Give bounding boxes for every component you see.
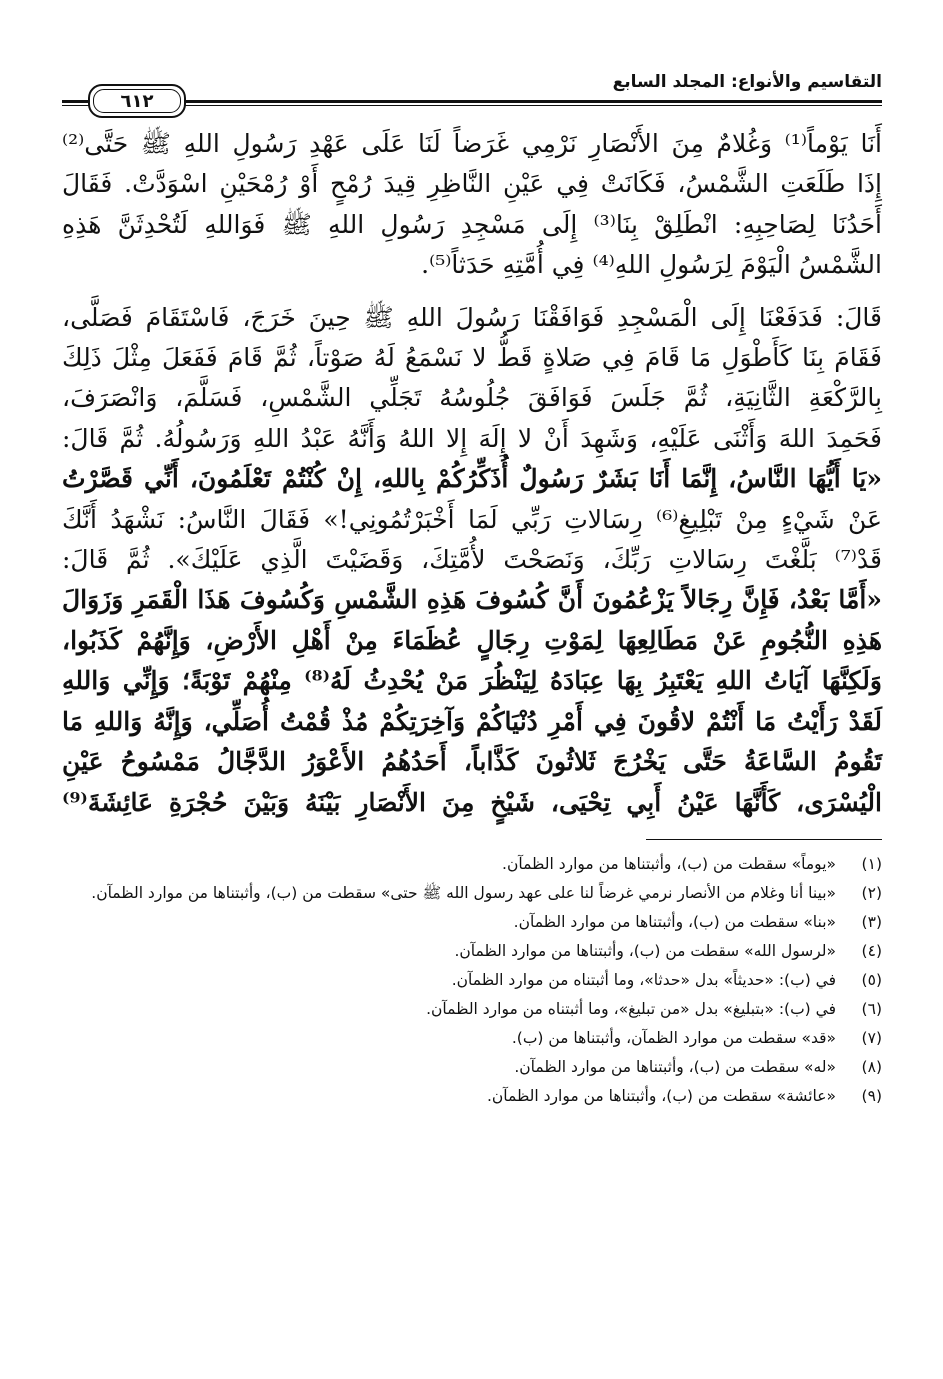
page-number-badge xyxy=(88,84,186,118)
footnote-text: «عائشة» سقطت من (ب)، وأثبتناها من موارد الظمآن. xyxy=(486,1086,836,1105)
footnote-text: في (ب): «حديثاً» بدل «حدثا»، وما أثبتناه من موارد الظمآن. xyxy=(451,970,836,989)
footnote xyxy=(62,995,882,1024)
page-header xyxy=(62,70,882,118)
footnote-number: (٥) xyxy=(861,970,882,989)
text-line: قَدْ⁽⁷⁾ بَلَّغْتَ رِسَالاتِ رَبِّكَ، وَنَصَحْتَ لأُمَّتِكَ، وَقَضَيْتَ الَّذِي عَلَيْكَ». ثُمَّ قَالَ: xyxy=(62,545,882,575)
footnote xyxy=(62,850,882,879)
footnote xyxy=(62,1024,882,1053)
text-line: عَنْ شَيْءٍ مِنْ تَبْلِيغِ⁽⁶⁾ رِسَالاتِ رَبِّي لَمَا أَخْبَرْتُمُونِي!» فَقَالَ النَّاسُ: نَشْهَدُ أَنَّكَ xyxy=(62,504,882,534)
footnote-text: «له» سقطت من (ب)، وأثبتناها من موارد الظمآن. xyxy=(514,1057,836,1076)
main-text xyxy=(62,124,882,823)
hadith-line: وَلَكِنَّهَا آيَاتُ اللهِ يَعْتَبِرُ بِهَا عِبَادَهُ لِيَنْظُرَ مَنْ يُحْدِثُ لَهُ⁽⁸⁾ مِنْهُمْ تَوْبَةً؛ وَإِنِّي وَاللهِ xyxy=(62,666,882,696)
footnote-number: (٢) xyxy=(861,883,882,902)
footnote xyxy=(62,937,882,966)
paragraph-1 xyxy=(62,124,882,286)
footnote-text: «قد» سقطت من موارد الظمآن، وأثبتناها من (ب). xyxy=(511,1028,836,1047)
paragraph-2 xyxy=(62,298,882,823)
footnote xyxy=(62,1082,882,1111)
footnote-number: (٣) xyxy=(861,912,882,931)
text-line: إِذَا طَلَعَتِ الشَّمْسُ، فَكَانَتْ فِي عَيْنِ النَّاظِرِ قِيدَ رُمْحٍ أَوْ رُمْحَيْنِ اسْوَدَّتْ. فَقَالَ xyxy=(62,169,882,199)
footnote xyxy=(62,1053,882,1082)
text-line: فَحَمِدَ اللهَ وَأَثْنَى عَلَيْهِ، وَشَهِدَ أَنْ لا إِلَهَ إِلا اللهُ وَأَنَّهُ عَبْدُ اللهِ وَرَسُولُهُ. ثُمَّ قَالَ: xyxy=(62,423,882,453)
footnote-text: «بينا أنا وغلام من الأنصار نرمي غرضاً لنا على عهد رسول الله ﷺ حتى» سقطت من (ب)، وأثبتناها من موارد الظمآن. xyxy=(91,883,836,902)
text-line: قَالَ: فَدَفَعْنَا إِلَى الْمَسْجِدِ فَوَافَقْنَا رَسُولَ اللهِ ﷺ حِينَ خَرَجَ، فَاسْتَقَامَ فَصَلَّى، xyxy=(62,302,882,332)
hadith-line: «يَا أَيُّهَا النَّاسُ، إِنَّمَا أَنَا بَشَرٌ رَسُولٌ أُذَكِّرُكُمْ بِاللهِ، إِنْ كُنْتُمْ تَعْلَمُونَ، أَنِّي قَصَّرْتُ xyxy=(62,464,882,494)
hadith-line: هَذِهِ النُّجُومِ عَنْ مَطَالِعِهَا لِمَوْتِ رِجَالٍ عُظَمَاءَ مِنْ أَهْلِ الأَرْضِ، وَإِنَّهُمْ كَذَبُوا، xyxy=(62,625,882,655)
footnote-number: (٦) xyxy=(861,999,882,1018)
hadith-line: تَقُومُ السَّاعَةُ حَتَّى يَخْرُجَ ثَلاثُونَ كَذَّاباً، أَحَدُهُمُ الأَعْوَرُ الدَّجَّالُ مَمْسُوحُ عَيْنِ xyxy=(62,747,882,777)
footnote-separator xyxy=(646,839,882,840)
text-line: الشَّمْسُ الْيَوْمَ لِرَسُولِ اللهِ⁽⁴⁾ فِي أُمَّتِهِ حَدَثاً⁽⁵⁾. xyxy=(421,250,882,280)
book-page xyxy=(62,70,882,1111)
footnote-number: (٩) xyxy=(861,1086,882,1105)
footnote-number: (٤) xyxy=(861,941,882,960)
text-line: أَحَدُنَا لِصَاحِبِهِ: انْطَلِقْ بِنَا⁽³⁾ إِلَى مَسْجِدِ رَسُولِ اللهِ ﷺ فَوَاللهِ لَتُحْدِثَنَّ هَذِهِ xyxy=(62,209,882,239)
footnote xyxy=(62,908,882,937)
footnote xyxy=(62,879,882,908)
footnote-number: (٨) xyxy=(861,1057,882,1076)
text-line: أَنَا يَوْماً⁽¹⁾ وَغُلامٌ مِنَ الأَنْصَارِ نَرْمِي غَرَضاً لَنَا عَلَى عَهْدِ رَسُولِ اللهِ ﷺ حَتَّى⁽²⁾ xyxy=(62,129,882,158)
footnote-number: (٧) xyxy=(861,1028,882,1047)
footnote-text: «بنا» سقطت من (ب)، وأثبتناها من موارد الظمآن. xyxy=(513,912,836,931)
footnote-text: «لرسول الله» سقطت من (ب)، وأثبتناها من موارد الظمآن. xyxy=(454,941,836,960)
hadith-line: «أَمَّا بَعْدُ، فَإِنَّ رِجَالاً يَزْعُمُونَ أَنَّ كُسُوفَ هَذِهِ الشَّمْسِ وَكُسُوفَ هَذَا الْقَمَرِ وَزَوَالَ xyxy=(62,585,882,615)
footnote-text: في (ب): «بتبليغ» بدل «من تبليغ»، وما أثبتناه من موارد الظمآن. xyxy=(426,999,836,1018)
footnotes xyxy=(62,850,882,1111)
footnote-number: (١) xyxy=(861,854,882,873)
hadith-line: لَقَدْ رَأَيْتُ مَا أَنْتُمْ لاقُونَ فِي أَمْرِ دُنْيَاكُمْ وَآخِرَتِكُمْ مُذْ قُمْتُ أُصَلِّي، وَإِنَّهُ وَاللهِ مَا xyxy=(62,706,882,736)
text-line: بِالرَّكْعَةِ الثَّانِيَةِ، ثُمَّ جَلَسَ فَوَافَقَ جُلُوسُهُ تَجَلِّي الشَّمْسِ، فَسَلَّمَ، وَانْصَرَفَ، xyxy=(62,383,882,413)
hadith-line: الْيُسْرَى، كَأَنَّهَا عَيْنُ أَبِي تِحْيَى، شَيْخٍ مِنَ الأَنْصَارِ بَيْنَهُ وَبَيْنَ حُجْرَةِ عَائِشَةَ⁽⁹⁾ xyxy=(62,787,882,817)
running-title: التقاسيم والأنواع: المجلد السابع xyxy=(612,72,882,92)
text-line: فَقَامَ بِنَا كَأَطْوَلِ مَا قَامَ فِي صَلاةٍ قَطُّ لا نَسْمَعُ لَهُ صَوْتاً، ثُمَّ قَامَ فَفَعَلَ مِثْلَ ذَلِكَ xyxy=(62,343,882,373)
footnote xyxy=(62,966,882,995)
page-number: ٦١٢ xyxy=(120,90,154,112)
footnote-text: «يوماً» سقطت من (ب)، وأثبتناها من موارد الظمآن. xyxy=(502,854,836,873)
